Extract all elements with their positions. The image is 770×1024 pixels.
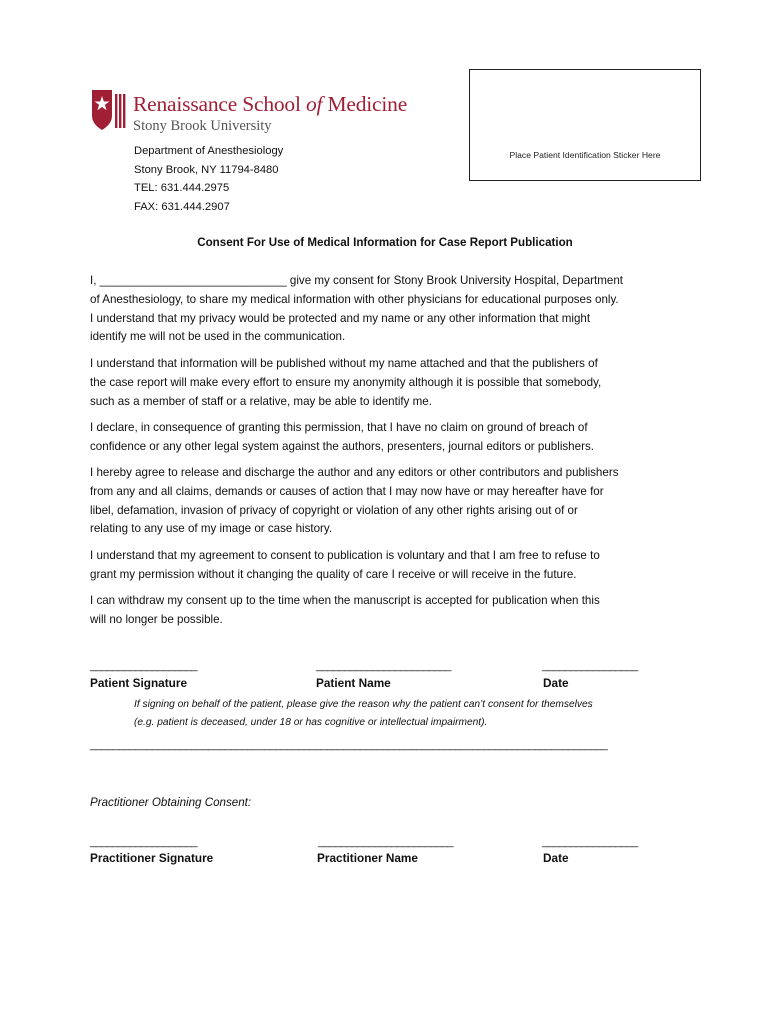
practitioner-signature-field[interactable]: ___________________ [90,836,197,848]
logo-subtitle: Stony Brook University [133,118,272,134]
practitioner-signature-label: Practitioner Signature [90,851,214,865]
patient-date-label: Date [543,676,569,690]
document-title: Consent For Use of Medical Information for Case Report Publication [197,236,573,249]
practitioner-date-label: Date [543,851,569,865]
patient-name-label: Patient Name [316,676,391,690]
withdraw-paragraph: I can withdraw my consent up to the time when the manuscript is accepted for publication when this will no longer be possible. [90,594,600,626]
address-line: Department of Anesthesiology [134,145,284,157]
department-address [134,142,283,216]
behalf-reason-field[interactable]: ____________________________________________________________________________________________ [90,739,608,751]
anonymity-paragraph: I understand that information will be published without my name attached and that the publishers of the case report will make every effort to ensure my anonymity although it is possible that somebody, such as a member of staff or a relative, may be able to identify me. [90,357,602,408]
practitioner-date-field[interactable]: _________________ [542,836,638,848]
patient-name-field[interactable]: ________________________ [316,660,451,672]
address-line: Stony Brook, NY 11794-8480 [134,163,279,176]
consent-paragraph: I, _____________________________ give my consent for Stony Brook University Hospital, Department of Anesthesiology, to share my medical information with other physicians for educational purposes only. I understand that my privacy would be protected and my name or any other information that might identify me will not be used in the communication. [90,274,624,344]
logo-title: Renaissance School of Medicine [133,92,408,116]
address-line: TEL: 631.444.2975 [134,182,230,195]
declaration-paragraph: I declare, in consequence of granting this permission, that I have no claim on ground of breach of confidence or any other legal system against the authors, presenters, journal editors or publishers. [90,421,594,453]
patient-date-field[interactable]: _________________ [542,660,638,672]
practitioner-heading: Practitioner Obtaining Consent: [90,796,252,809]
sticker-label: Place Patient Identification Sticker Here [509,150,661,160]
behalf-instructions: If signing on behalf of the patient, please give the reason why the patient can’t consent for themselves (e.g. patient is deceased, under 18 or has cognitive or intellectual impairment). [134,699,593,728]
voluntary-paragraph: I understand that my agreement to consent to publication is voluntary and that I am free to refuse to grant my permission without it changing the quality of care I receive or will receive in the future. [90,549,600,581]
address-line: FAX: 631.444.2907 [134,200,230,213]
patient-signature-label: Patient Signature [90,676,188,690]
patient-signature-field[interactable]: ___________________ [90,660,197,672]
school-logo [90,88,420,140]
patient-sticker-box [469,69,701,181]
practitioner-name-field[interactable]: ________________________ [318,836,453,848]
star-shield-icon [90,88,126,132]
release-paragraph: I hereby agree to release and discharge the author and any editors or other contributors and publishers from any and all claims, demands or causes of action that I may now have or may hereafter have for libel, defamation, invasion of privacy of copyright or violation of any other rights arising out of or relating to any use of my image or case history. [90,466,619,536]
practitioner-name-label: Practitioner Name [317,851,418,865]
